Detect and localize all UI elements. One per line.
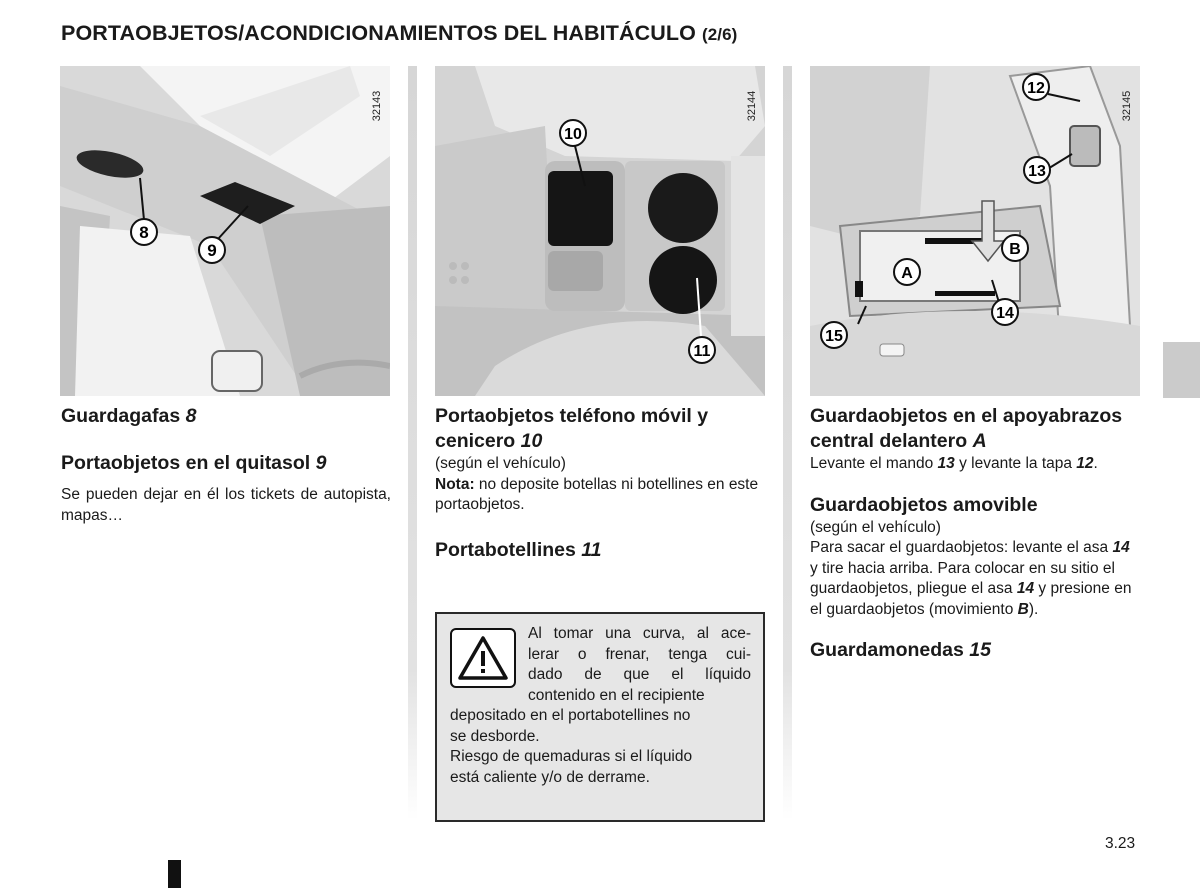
figure-ref-number: 32143	[371, 90, 383, 122]
note-paragraph: Nota: no deposite botellas ni botellines en este portaobjetos.	[435, 475, 759, 513]
heading-portabotellines: Portabotellines 11	[435, 538, 602, 561]
callout-13: 13	[1028, 163, 1046, 180]
page-number: 3.23	[1105, 835, 1136, 852]
page-title	[61, 21, 737, 46]
variant-note: (según el vehículo)	[810, 518, 941, 536]
callouts-layer	[435, 66, 765, 396]
warning-box	[435, 612, 765, 822]
callout-A: A	[901, 265, 913, 282]
callout-15: 15	[825, 328, 843, 345]
binding-mark	[168, 860, 181, 888]
figure-ref-number: 32144	[746, 90, 758, 122]
column-2	[435, 404, 765, 563]
figure-ref-number: 32145	[1121, 90, 1133, 122]
callout-10: 10	[564, 126, 582, 143]
column-divider	[783, 66, 792, 820]
column-divider	[408, 66, 417, 820]
warning-triangle-icon	[450, 628, 516, 688]
column-1	[61, 404, 391, 526]
heading-portaobjetos-quitasol: Portaobjetos en el quitasol 9	[61, 452, 327, 474]
heading-guardamonedas: Guardamonedas 15	[810, 639, 991, 661]
heading-apoyabrazos: Guardaobjetos en el apoyabrazos central delantero A	[810, 405, 1123, 452]
photo-center-console	[435, 66, 765, 396]
callout-9: 9	[207, 241, 217, 260]
photo-armrest	[810, 66, 1140, 396]
callouts-layer	[60, 66, 390, 396]
callout-8: 8	[139, 223, 149, 242]
callout-12: 12	[1027, 80, 1045, 97]
paragraph-apoyabrazos: Levante el mando 13 y levante la tapa 12.	[810, 455, 1098, 472]
column-3	[810, 404, 1140, 663]
callout-14: 14	[996, 305, 1014, 322]
warning-text: Al tomar una curva, al ace- lerar o frenar, tenga cui- dado de que el líquido contenido en el recipiente depositado en el portabotellines no se desborde. Riesgo de quemaduras si el líquido está caliente y/o de derrame.	[450, 625, 751, 786]
callout-11: 11	[693, 343, 711, 360]
callouts-layer	[810, 66, 1140, 396]
paragraph-amovible: Para sacar el guardaobjetos: levante el asa 14 y tire hacia arriba. Para colocar en su sitio el guardaobjetos, pliegue el asa 14 y presione en el guardaobjetos (movimiento B).	[810, 539, 1132, 618]
heading-guardaobjetos-amovible: Guardaobjetos amovible	[810, 493, 1038, 516]
page-title-text: PORTAOBJETOS/ACONDICIONAMIENTOS DEL HABITÁCULO	[61, 21, 696, 45]
heading-telefono-cenicero: Portaobjetos teléfono móvil y cenicero 10	[435, 405, 709, 452]
heading-guardagafas: Guardagafas 8	[61, 405, 197, 427]
chapter-tab	[1163, 342, 1200, 398]
variant-note: (según el vehículo)	[435, 455, 566, 472]
callout-B: B	[1009, 241, 1021, 258]
photo-headliner	[60, 66, 390, 396]
paragraph-quitasol: Se pueden dejar en él los tickets de autopista, mapas…	[61, 486, 391, 524]
page-title-suffix: (2/6)	[701, 25, 738, 44]
